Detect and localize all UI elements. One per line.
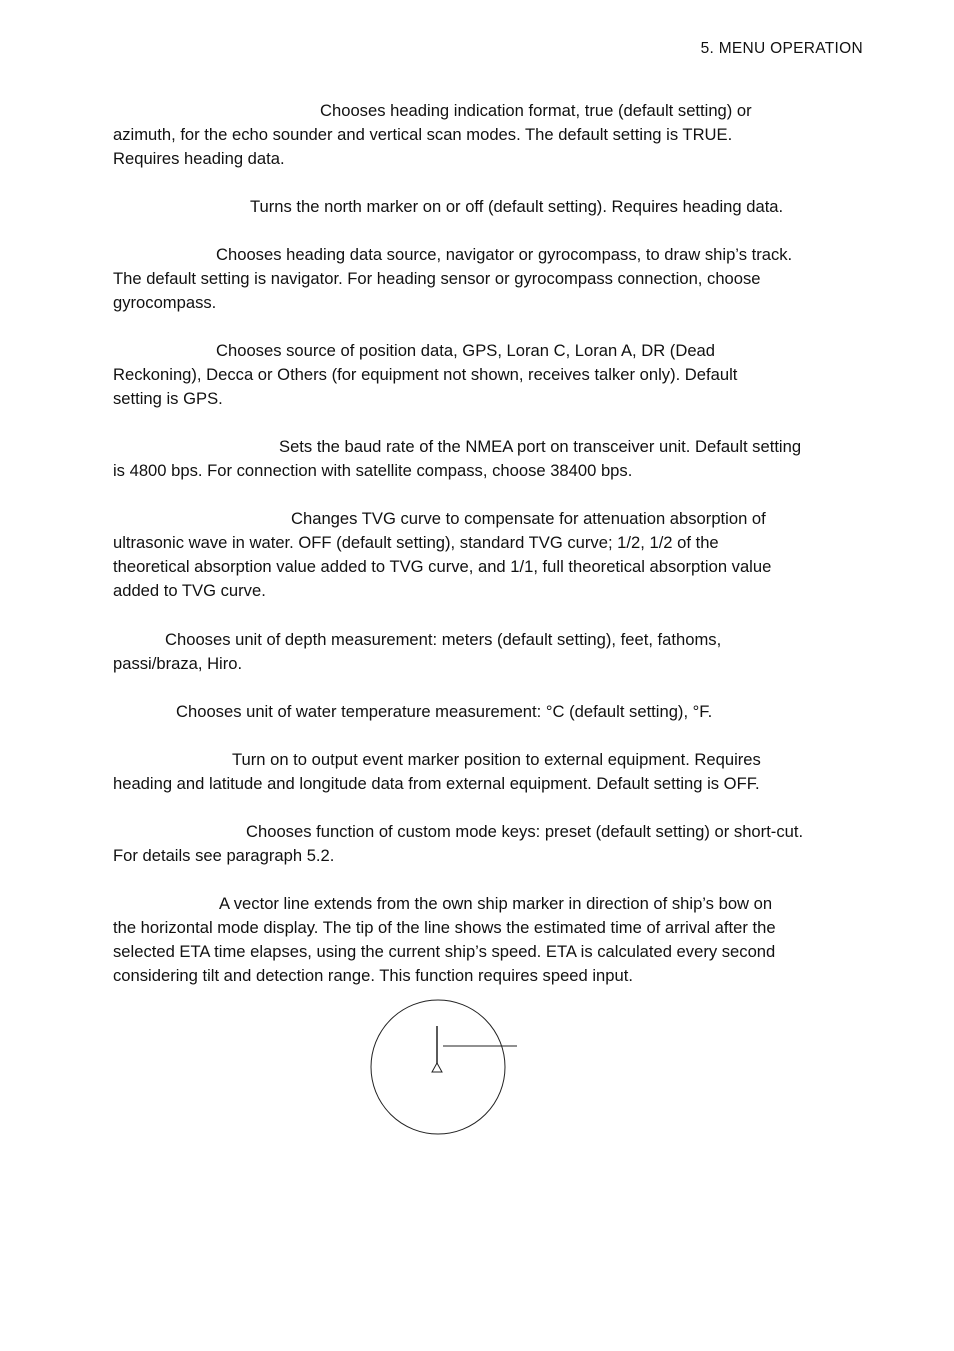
paragraph-custom-keys [113, 820, 873, 868]
paragraph-event-output [113, 748, 873, 796]
paragraph-line: considering tilt and detection range. This function requires speed input. [113, 966, 633, 985]
paragraph-line: Chooses function of custom mode keys: preset (default setting) or short-cut. [246, 822, 804, 841]
paragraph-baud-rate [113, 435, 873, 483]
paragraph-line: Changes TVG curve to compensate for attenuation absorption of [291, 509, 766, 528]
paragraph-north-marker [113, 195, 873, 219]
paragraph-line: Chooses heading data source, navigator or gyrocompass, to draw ship’s track. [216, 245, 793, 264]
paragraph-tvg-curve [113, 507, 873, 603]
paragraph-position-source [113, 339, 873, 411]
paragraph-temp-unit [113, 700, 873, 724]
paragraph-line: The default setting is navigator. For heading sensor or gyrocompass connection, choose [113, 269, 761, 288]
paragraph-line: Requires heading data. [113, 149, 285, 168]
paragraph-line: selected ETA time elapses, using the current ship’s speed. ETA is calculated every second [113, 942, 776, 961]
paragraph-line: azimuth, for the echo sounder and vertical scan modes. The default setting is TRUE. [113, 125, 733, 144]
paragraph-line: Sets the baud rate of the NMEA port on transceiver unit. Default setting [279, 437, 802, 456]
paragraph-line: setting is GPS. [113, 389, 223, 408]
paragraph-line: Turns the north marker on or off (default setting). Requires heading data. [250, 197, 784, 216]
paragraph-line: the horizontal mode display. The tip of the line shows the estimated time of arrival after the [113, 918, 776, 937]
paragraph-depth-unit [113, 628, 873, 676]
paragraph-eta-vector [113, 892, 873, 988]
paragraph-line: Reckoning), Decca or Others (for equipment not shown, receives talker only). Default [113, 365, 738, 384]
paragraph-line: Chooses source of position data, GPS, Loran C, Loran A, DR (Dead [216, 341, 716, 360]
paragraph-line: is 4800 bps. For connection with satellite compass, choose 38400 bps. [113, 461, 633, 480]
paragraph-line: heading and latitude and longitude data from external equipment. Default setting is OFF. [113, 774, 760, 793]
paragraph-line: A vector line extends from the own ship marker in direction of ship’s bow on [219, 894, 773, 913]
paragraph-line: added to TVG curve. [113, 581, 266, 600]
paragraph-line: ultrasonic wave in water. OFF (default setting), standard TVG curve; 1/2, 1/2 of the [113, 533, 719, 552]
own-ship-marker-icon [432, 1063, 442, 1072]
paragraph-line: theoretical absorption value added to TVG curve, and 1/1, full theoretical absorption value [113, 557, 772, 576]
eta-vector-diagram [368, 997, 528, 1139]
paragraph-line: Chooses unit of water temperature measurement: °C (default setting), °F. [176, 702, 713, 721]
paragraph-line: For details see paragraph 5.2. [113, 846, 335, 865]
paragraph-line: passi/braza, Hiro. [113, 654, 243, 673]
paragraph-heading-source [113, 243, 873, 315]
paragraph-line: Turn on to output event marker position to external equipment. Requires [232, 750, 761, 769]
section-header: 5. MENU OPERATION [700, 40, 863, 57]
paragraph-line: Chooses unit of depth measurement: meters (default setting), feet, fathoms, [165, 630, 722, 649]
paragraph-heading-format [113, 99, 873, 171]
paragraph-line: gyrocompass. [113, 293, 217, 312]
paragraph-line: Chooses heading indication format, true (default setting) or [320, 101, 752, 120]
